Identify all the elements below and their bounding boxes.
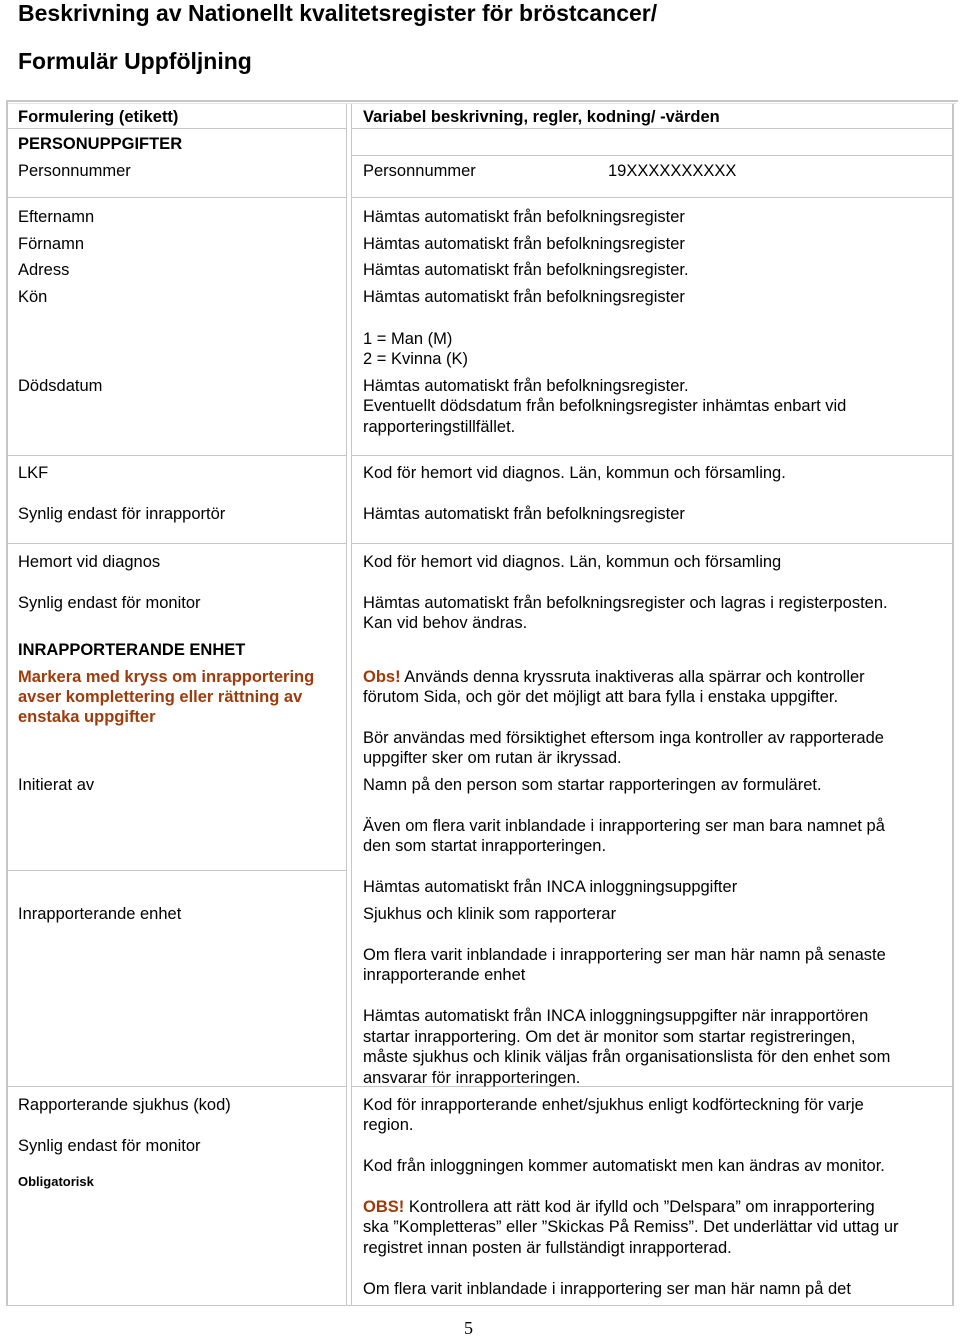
desc-hemort-1: Kod för hemort vid diagnos. Län, kommun och församling [363, 553, 782, 571]
desc-initierat-av-3: den som startat inrapporteringen. [363, 837, 607, 855]
sub-rapporterande-sjukhus: Synlig endast för monitor [18, 1137, 201, 1155]
desc-initierat-av-4: Hämtas automatiskt från INCA inloggningsuppgifter [363, 878, 738, 896]
row-separator [8, 197, 346, 198]
row-separator [8, 543, 346, 544]
row-separator [8, 870, 346, 871]
desc-rapporterande-sjukhus-5: ska ”Kompletteras” eller ”Skickas På Remiss”. Det underlättar vid uttag ur [363, 1218, 899, 1236]
row-separator [352, 543, 952, 544]
desc-rapporterande-sjukhus-1: Kod för inrapporterande enhet/sjukhus enligt kodförteckning för varje [363, 1096, 864, 1114]
row-separator [8, 455, 346, 456]
note-komplettering-2: avser komplettering eller rättning av [18, 688, 303, 706]
desc-inrapporterande-enhet-6: måste sjukhus och klinik väljas från organisationslista för den enhet som [363, 1048, 891, 1066]
desc-komplettering-2: förutom Sida, och gör det möjligt att bara fylla i enstaka uppgifter. [363, 688, 839, 706]
desc-dodsdatum-2: Eventuellt dödsdatum från befolkningsregister inhämtas enbart vid [363, 397, 847, 415]
row-separator [352, 128, 952, 129]
desc-inrapporterande-enhet-7: ansvarar för inrapporteringen. [363, 1069, 581, 1087]
desc-fornamn: Hämtas automatiskt från befolkningsregister [363, 235, 685, 253]
obs-text: Kontrollera att rätt kod är ifylld och ”Delspara” om inrapportering [404, 1198, 875, 1216]
desc-inrapporterande-enhet-3: inrapporterande enhet [363, 966, 526, 984]
desc-lkf-1: Kod för hemort vid diagnos. Län, kommun och församling. [363, 464, 786, 482]
desc-dodsdatum-1: Hämtas automatiskt från befolkningsregister. [363, 377, 689, 395]
desc-rapporterande-sjukhus-2: region. [363, 1116, 414, 1134]
table-top-border-inner [8, 103, 956, 104]
label-kon: Kön [18, 288, 48, 306]
page-number: 5 [464, 1318, 473, 1338]
desc-inrapporterande-enhet-4: Hämtas automatiskt från INCA inloggningsuppgifter när inrapportören [363, 1007, 869, 1025]
desc-efternamn: Hämtas automatiskt från befolkningsregister [363, 208, 685, 226]
row-separator [8, 128, 346, 129]
desc-rapporterande-sjukhus-4 [363, 1197, 875, 1217]
label-hemort: Hemort vid diagnos [18, 553, 161, 571]
column-header-description: Variabel beskrivning, regler, kodning/ -värden [363, 108, 720, 126]
section-heading-personuppgifter: PERSONUPPGIFTER [18, 135, 183, 153]
label-personnummer: Personnummer [18, 162, 131, 180]
desc-dodsdatum-3: rapporteringstillfället. [363, 418, 516, 436]
obs-label: Obs! [363, 668, 401, 686]
sub-hemort: Synlig endast för monitor [18, 594, 201, 612]
label-efternamn: Efternamn [18, 208, 95, 226]
desc-kon: Hämtas automatiskt från befolkningsregister [363, 288, 685, 306]
desc-rapporterande-sjukhus-6: registret innan posten är fullständigt inrapporterad. [363, 1239, 732, 1257]
sub-lkf: Synlig endast för inrapportör [18, 505, 226, 523]
desc-rapporterande-sjukhus-3: Kod från inloggningen kommer automatiskt men kan ändras av monitor. [363, 1157, 885, 1175]
table-right-border [952, 104, 954, 1306]
note-komplettering-1: Markera med kryss om inrapportering [18, 668, 315, 686]
table-bottom-border [6, 1305, 954, 1306]
column-header-label: Formulering (etikett) [18, 108, 179, 126]
document-subtitle: Formulär Uppföljning [18, 48, 252, 74]
desc-hemort-3: Kan vid behov ändras. [363, 614, 528, 632]
label-fornamn: Förnamn [18, 235, 85, 253]
row-separator [352, 155, 952, 156]
table-top-border [6, 100, 958, 102]
row-separator [352, 455, 952, 456]
desc-inrapporterande-enhet-5: startar inrapportering. Om det är monitor som startar registreringen, [363, 1028, 856, 1046]
table-column-divider-left [346, 104, 347, 1306]
desc-adress: Hämtas automatiskt från befolkningsregister. [363, 261, 689, 279]
desc-komplettering-3: Bör användas med försiktighet eftersom inga kontroller av rapporterade [363, 729, 884, 747]
code-kon-man: 1 = Man (M) [363, 330, 453, 348]
section-heading-inrapporterande-enhet: INRAPPORTERANDE ENHET [18, 641, 246, 659]
label-initierat-av: Initierat av [18, 776, 95, 794]
code-kon-kvinna: 2 = Kvinna (K) [363, 350, 469, 368]
label-rapporterande-sjukhus: Rapporterande sjukhus (kod) [18, 1096, 231, 1114]
note-komplettering-3: enstaka uppgifter [18, 708, 156, 726]
variable-personnummer: Personnummer [363, 162, 476, 180]
label-adress: Adress [18, 261, 70, 279]
desc-komplettering-1 [363, 667, 865, 687]
table-left-border [6, 100, 8, 1306]
obs-text: Används denna kryssruta inaktiveras alla spärrar och kontroller [400, 668, 865, 686]
desc-hemort-2: Hämtas automatiskt från befolkningsregister och lagras i registerposten. [363, 594, 888, 612]
desc-initierat-av-2: Även om flera varit inblandade i inrapportering ser man bara namnet på [363, 817, 885, 835]
desc-lkf-2: Hämtas automatiskt från befolkningsregister [363, 505, 685, 523]
desc-rapporterande-sjukhus-7: Om flera varit inblandade i inrapportering ser man här namn på det [363, 1280, 851, 1298]
desc-inrapporterande-enhet-2: Om flera varit inblandade i inrapportering ser man här namn på senaste [363, 946, 886, 964]
obs-label: OBS! [363, 1198, 405, 1216]
label-dodsdatum: Dödsdatum [18, 377, 103, 395]
label-lkf: LKF [18, 464, 49, 482]
desc-initierat-av-1: Namn på den person som startar rapporteringen av formuläret. [363, 776, 822, 794]
row-separator [8, 1086, 346, 1087]
desc-inrapporterande-enhet-1: Sjukhus och klinik som rapporterar [363, 905, 617, 923]
obligatorisk-flag: Obligatorisk [18, 1174, 94, 1189]
desc-komplettering-4: uppgifter sker om rutan är ikryssad. [363, 749, 622, 767]
row-separator [352, 197, 952, 198]
table-column-divider-right [351, 104, 352, 1306]
document-title: Beskrivning av Nationellt kvalitetsregister för bröstcancer/ [18, 0, 658, 26]
label-inrapporterande-enhet: Inrapporterande enhet [18, 905, 182, 923]
value-personnummer: 19XXXXXXXXXX [608, 162, 737, 180]
